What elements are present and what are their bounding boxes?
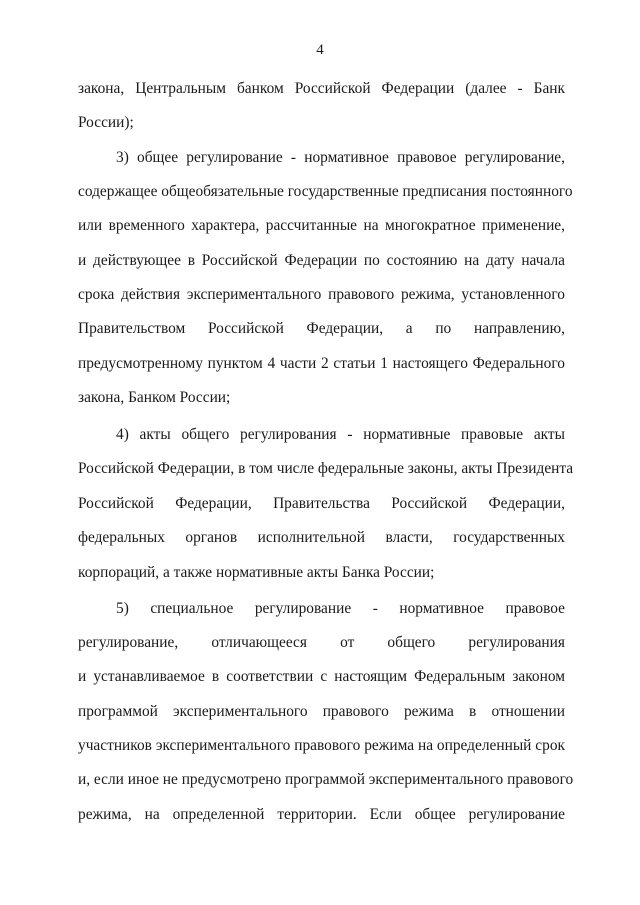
text-line: 5) специальное регулирование - нормативное правовое	[116, 600, 565, 617]
text-line: Российской Федерации, Правительства Российской Федерации,	[78, 495, 565, 512]
text-line: закона, Центральным банком Российской Федерации (далее - Банк	[78, 80, 565, 97]
text-line: срока действия экспериментального правового режима, установленного	[78, 286, 565, 303]
text-line: и действующее в Российской Федерации по состоянию на дату начала	[78, 252, 565, 269]
text-line: России);	[78, 114, 134, 131]
text-line: и устанавливаемое в соответствии с настоящим Федеральным законом	[78, 668, 565, 685]
text-line: содержащее общеобязательные государственные предписания постоянного	[78, 183, 573, 200]
text-line: участников экспериментального правового режима на определенный срок	[78, 737, 565, 754]
text-line: регулирование, отличающееся от общего регулирования	[78, 634, 565, 651]
text-line: Правительством Российской Федерации, а по направлению,	[78, 320, 565, 337]
text-line: Российской Федерации, в том числе федеральные законы, акты Президента	[78, 460, 574, 477]
text-line: режима, на определенной территории. Если общее регулирование	[78, 806, 565, 823]
text-line: и, если иное не предусмотрено программой экспериментального правового	[78, 771, 574, 788]
text-line: предусмотренному пунктом 4 части 2 статьи 1 настоящего Федерального	[78, 355, 565, 372]
text-line: 3) общее регулирование - нормативное правовое регулирование,	[116, 149, 565, 166]
text-line: закона, Банком России;	[78, 389, 231, 406]
text-line: программой экспериментального правового режима в отношении	[78, 703, 565, 720]
page-number: 4	[316, 42, 324, 58]
text-line: федеральных органов исполнительной власти, государственных	[78, 529, 565, 546]
text-line: 4) акты общего регулирования - нормативные правовые акты	[116, 426, 565, 443]
text-line: корпораций, а также нормативные акты Банка России;	[78, 564, 435, 581]
text-line: или временного характера, рассчитанные на многократное применение,	[78, 217, 565, 234]
